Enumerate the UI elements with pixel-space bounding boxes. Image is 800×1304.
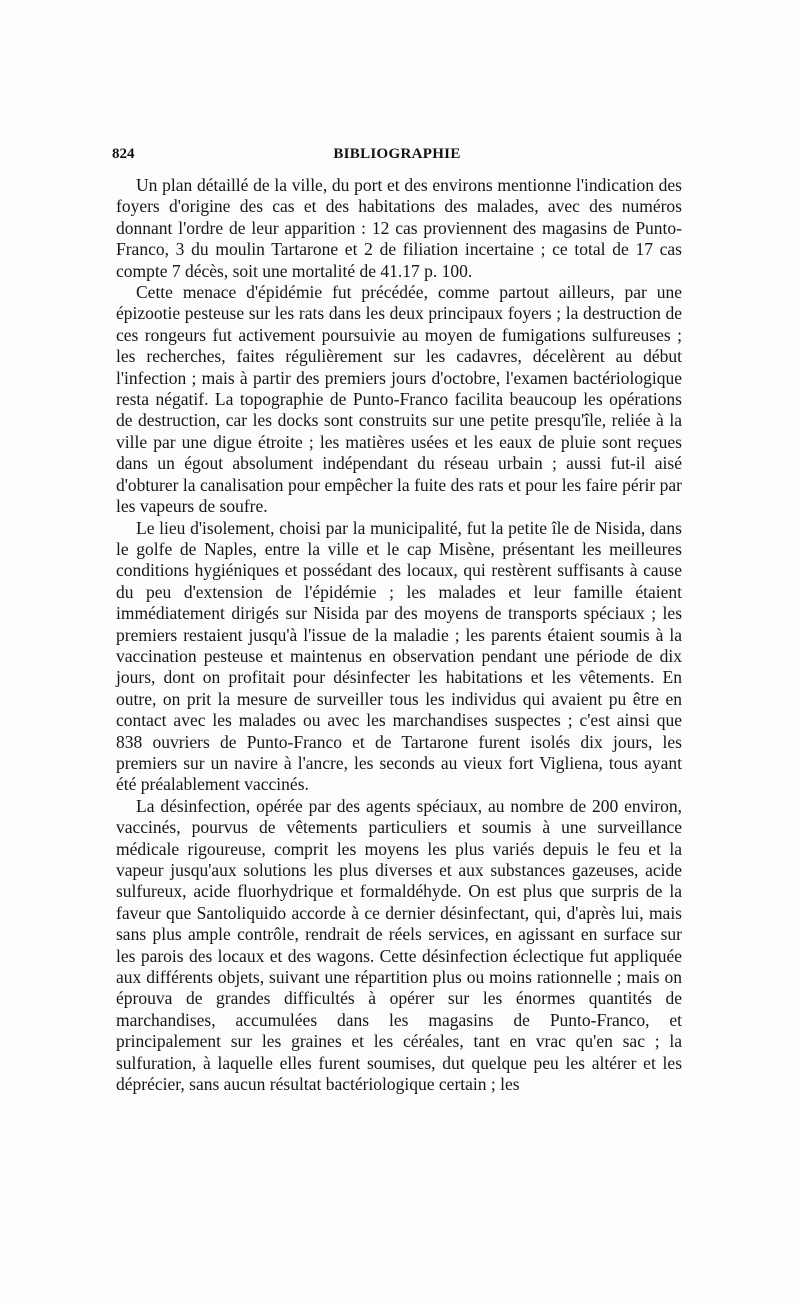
paragraph-city-plan: Un plan détaillé de la ville, du port et des environs mentionne l'indication des foyers d'origine des cas et des habitations des malades, avec des numéros donnant l'ordre de leur apparition : 12 cas proviennent des magasins de Punto-Franco, 3 du moulin Tartarone et 2 de filiation incertaine ; ce total de 17 cas compte 7 décès, soit une mortalité de 41.17 p. 100. — [116, 175, 682, 281]
paragraph-disinfection: La désinfection, opérée par des agents spéciaux, au nombre de 200 environ, vaccinés, pourvus de vêtements particuliers et soumis à une surveillance médicale rigoureuse, comprit les moyens les plus variés depuis le feu et la vapeur jusqu'aux solutions les plus diverses et aux substances gazeuses, acide sulfureux, acide fluorhydrique et formaldéhyde. On est plus que surpris de la faveur que Santoliquido accorde à ce dernier désinfectant, qui, d'après lui, mais sans plus ample contrôle, rendrait de réels services, en agissant en surface sur les parois des locaux et des wagons. Cette désinfection éclectique fut appliquée aux différents objets, suivant une répartition plus ou moins rationnelle ; mais on éprouva de grandes difficultés à opérer sur les énormes quantités de marchandises, accumulées dans les magasins de Punto-Franco, et principalement sur les graines et les céréales, tant en vrac qu'en sac ; la sulfuration, à laquelle elles furent soumises, dut quelque peu les altérer et les déprécier, sans aucun résultat bactériologique certain ; les — [116, 795, 682, 1095]
page-header — [112, 146, 682, 170]
paragraph-rat-epizootic: Cette menace d'épidémie fut précédée, comme partout ailleurs, par une épizootie pesteuse sur les rats dans les deux principaux foyers ; la destruction de ces rongeurs fut activement poursuivie au moyen de fumigations sulfureuses ; les recherches, faites régulièrement sur les cadavres, décelèrent au début l'infection ; mais à partir des premiers jours d'octobre, l'examen bactériologique resta négatif. La topographie de Punto-Franco facilita beaucoup les opérations de destruction, car les docks sont construits sur une petite presqu'île, reliée à la ville par une digue étroite ; les matières usées et les eaux de pluie sont reçues dans un égout absolument indépendant du réseau urbain ; aussi fut-il aisé d'obturer la canalisation pour empêcher la fuite des rats et pour les faire périr par les vapeurs de soufre. — [116, 282, 682, 517]
paragraph-isolation: Le lieu d'isolement, choisi par la municipalité, fut la petite île de Nisida, dans le golfe de Naples, entre la ville et le cap Misène, présentant les meilleures conditions hygiéniques et possédant des locaux, qui restèrent suffisants à cause du peu d'extension de l'épidémie ; les malades et leur famille étaient immédiatement dirigés sur Nisida par des moyens de transports spéciaux ; les premiers restaient jusqu'à l'issue de la maladie ; les parents étaient soumis à la vaccination pesteuse et maintenus en observation pendant une période de dix jours, dont on profitait pour désinfecter les habitations et les vêtements. En outre, on prit la mesure de surveiller tous les individus qui avaient pu être en contact avec les malades ou avec les marchandises suspectes ; c'est ainsi que 838 ouvriers de Punto-Franco et de Tartarone furent isolés dix jours, les premiers sur un navire à l'ancre, les seconds au vieux fort Vigliena, tous ayant été préalablement vaccinés. — [116, 517, 682, 795]
running-title: BIBLIOGRAPHIE — [333, 146, 461, 162]
page-number: 824 — [112, 146, 135, 162]
body-text — [116, 175, 682, 1095]
